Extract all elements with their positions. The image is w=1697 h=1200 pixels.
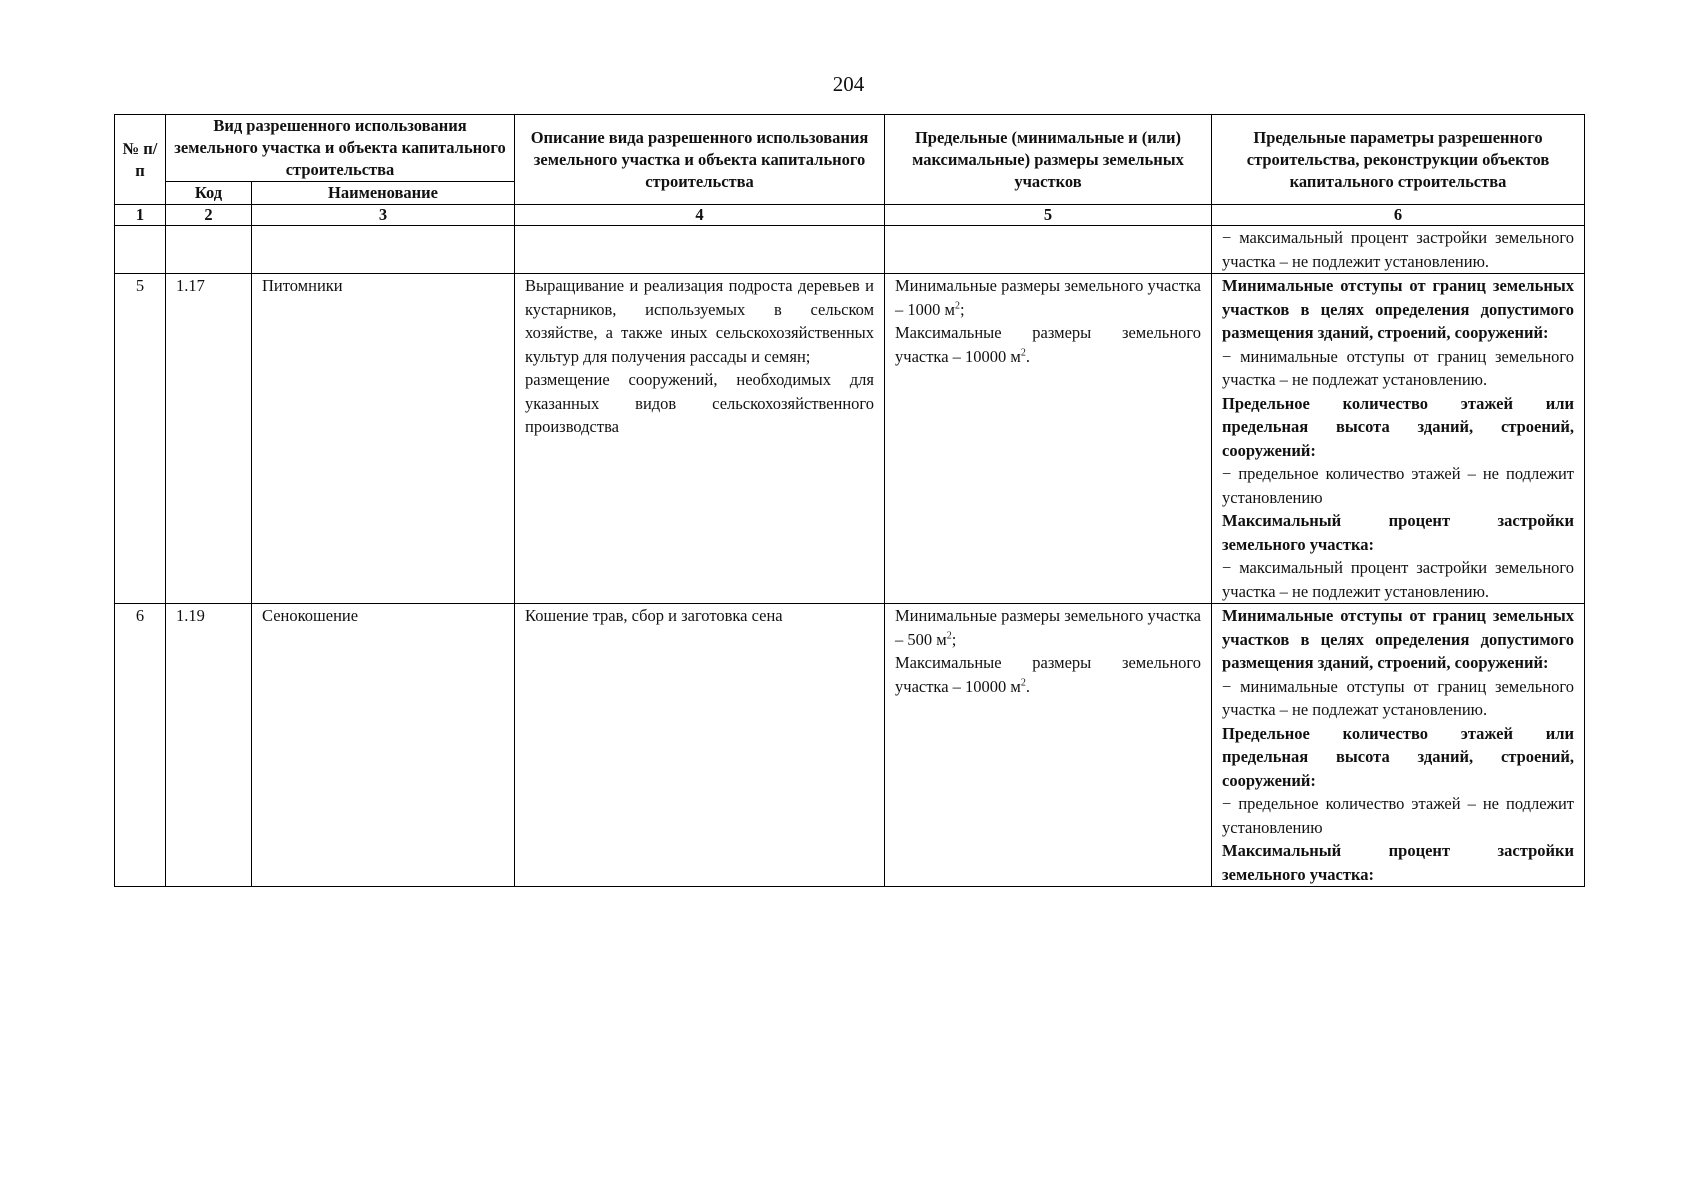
max-size: Максимальные размеры земельного участка – 10000 $м^2$. — [895, 323, 1202, 366]
column-number: 5 — [885, 205, 1212, 226]
row-name: Питомники — [252, 274, 515, 604]
header-name: Наименование — [252, 182, 515, 205]
floors-text: − предельное количество этажей – не подлежит установлению — [1222, 794, 1575, 837]
column-number: 2 — [166, 205, 252, 226]
setback-heading: Минимальные отступы от границ земельных участков в целях определения допустимого размещения зданий, строений, сооружений: — [1222, 606, 1575, 672]
row-number: 5 — [115, 274, 166, 604]
column-number-row — [115, 205, 1585, 226]
header-vid: Вид разрешенного использования земельного участка и объекта капитального строительства — [166, 115, 515, 182]
row-description — [515, 604, 885, 887]
setback-text: − минимальные отступы от границ земельного участка – не подлежат установлению. — [1222, 676, 1575, 719]
description-paragraph: Кошение трав, сбор и заготовка сена — [525, 606, 783, 625]
column-number: 6 — [1212, 205, 1585, 226]
column-number: 4 — [515, 205, 885, 226]
coverage-heading: Максимальный процент застройки земельного участка: — [1222, 511, 1575, 554]
row-name: Сенокошение — [252, 604, 515, 887]
row-sizes — [885, 604, 1212, 887]
header-desc: Описание вида разрешенного использования земельного участка и объекта капитального строительства — [515, 115, 885, 205]
coverage-heading: Максимальный процент застройки земельного участка: — [1222, 841, 1575, 884]
max-size: Максимальные размеры земельного участка – 10000 $м^2$. — [895, 653, 1202, 696]
land-use-table — [114, 114, 1585, 887]
min-size: Минимальные размеры земельного участка – 1000 $м^2$; — [895, 276, 1202, 319]
min-size: Минимальные размеры земельного участка – 500 $м^2$; — [895, 606, 1202, 649]
continuation-text: − максимальный процент застройки земельного участка – не подлежит установлению. — [1212, 226, 1585, 274]
table-row — [115, 604, 1585, 887]
table-row — [115, 274, 1585, 604]
coverage-text: − максимальный процент застройки земельного участка – не подлежит установлению. — [1222, 558, 1575, 601]
header-row — [115, 115, 1585, 182]
setback-heading: Минимальные отступы от границ земельных участков в целях определения допустимого размещения зданий, строений, сооружений: — [1222, 276, 1575, 342]
row-params — [1212, 274, 1585, 604]
row-code: 1.17 — [166, 274, 252, 604]
row-number: 6 — [115, 604, 166, 887]
floors-heading: Предельное количество этажей или предельная высота зданий, строений, сооружений: — [1222, 723, 1575, 790]
column-number: 1 — [115, 205, 166, 226]
column-number: 3 — [252, 205, 515, 226]
description-paragraph: Выращивание и реализация подроста деревьев и кустарников, используемых в сельском хозяйстве, а также иных сельскохозяйственных культур для получения рассады и семян; — [525, 276, 875, 366]
floors-text: − предельное количество этажей – не подлежит установлению — [1222, 464, 1575, 507]
header-kod: Код — [166, 182, 252, 205]
header-num: № п/п — [115, 115, 166, 205]
row-code: 1.19 — [166, 604, 252, 887]
header-params: Предельные параметры разрешенного строительства, реконструкции объектов капитального строительства — [1212, 115, 1585, 205]
floors-heading: Предельное количество этажей или предельная высота зданий, строений, сооружений: — [1222, 393, 1575, 460]
header-sizes: Предельные (минимальные и (или) максимальные) размеры земельных участков — [885, 115, 1212, 205]
setback-text: − минимальные отступы от границ земельного участка – не подлежат установлению. — [1222, 346, 1575, 389]
description-paragraph: размещение сооружений, необходимых для указанных видов сельскохозяйственного производства — [525, 370, 875, 436]
row-params — [1212, 604, 1585, 887]
row-description — [515, 274, 885, 604]
page-number: 204 — [832, 72, 865, 96]
row-sizes — [885, 274, 1212, 604]
table-row-continuation — [115, 226, 1585, 274]
